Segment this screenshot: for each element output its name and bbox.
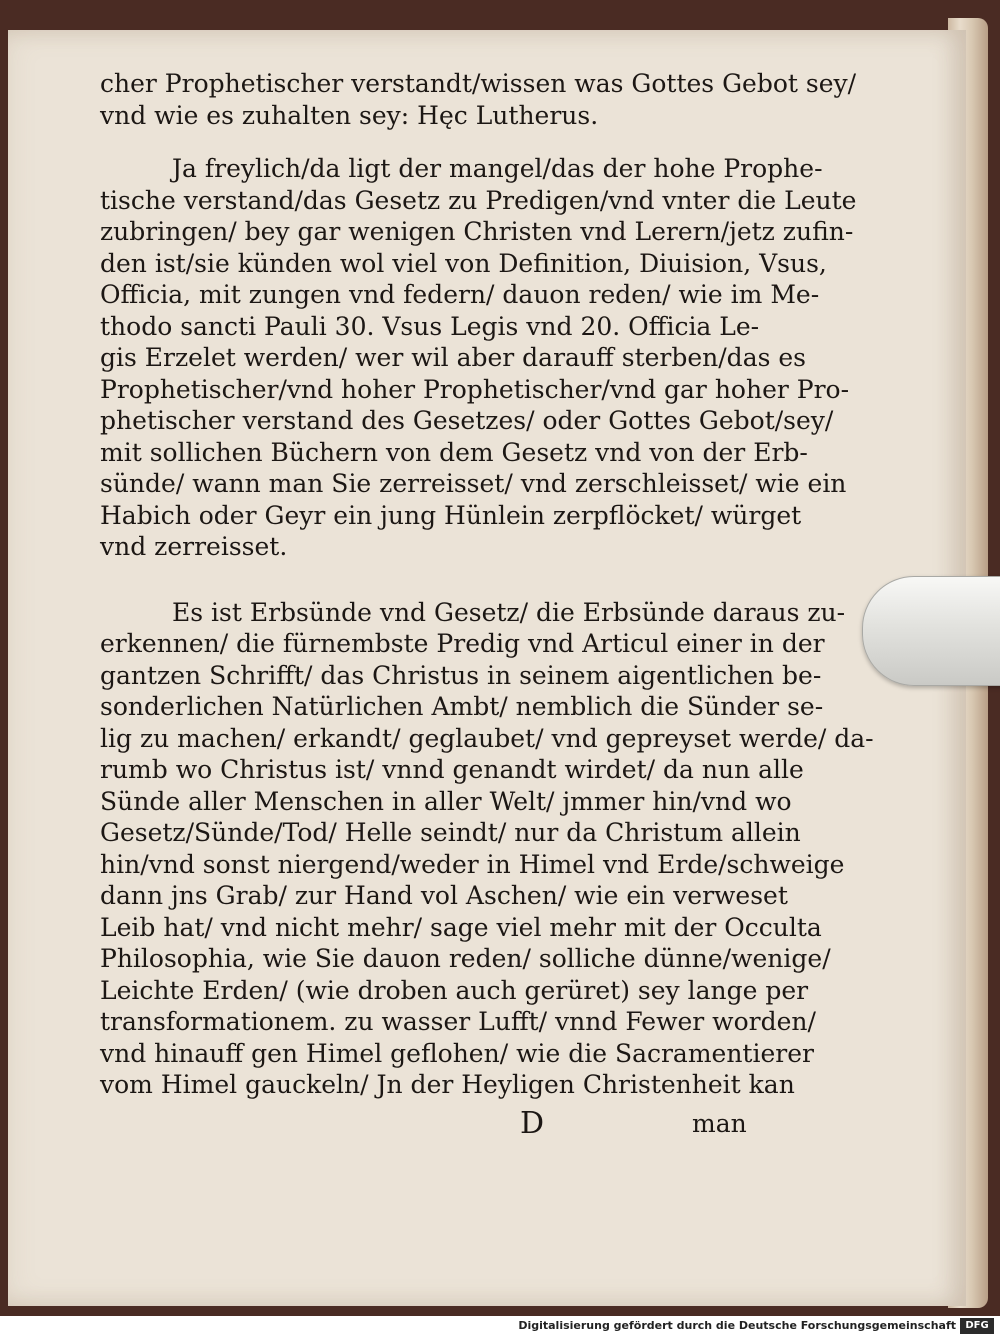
dfg-logo: DFG	[960, 1318, 994, 1334]
catchword: man	[692, 1109, 747, 1138]
text-line: vnd hinauff gen Himel geflohen/ wie die Sacramentierer	[100, 1038, 814, 1068]
text-line: transformationem. zu wasser Lufft/ vnnd Fewer worden/	[100, 1007, 816, 1036]
text-line: thodo sancti Pauli 30. Vsus Legis vnd 20. Officia Le-	[100, 311, 760, 341]
text-line: tische verstand/das Gesetz zu Predigen/vnd vnter die Leute	[100, 185, 857, 215]
text-line: Leib hat/ vnd nicht mehr/ sage viel mehr mit der Occulta	[100, 912, 822, 942]
text-line: vnd zerreisset.	[100, 532, 288, 561]
text-line: vnd wie es zuhalten sey: Hęc Lutherus.	[100, 100, 599, 130]
text-line: Gesetz/Sünde/Tod/ Helle seindt/ nur da Christum allein	[100, 818, 801, 847]
page-clip	[862, 576, 1000, 686]
text-line: Philosophia, wie Sie dauon reden/ solliche dünne/wenige/	[100, 944, 831, 973]
text-line: cher Prophetischer verstandt/wissen was Gottes Gebot sey/	[100, 69, 857, 98]
top-lines	[100, 68, 857, 131]
text-line: Prophetischer/vnd hoher Prophetischer/vnd gar hoher Pro-	[100, 374, 850, 404]
text-line: sünde/ wann man Sie zerreisset/ vnd zerschleisset/ wie ein	[100, 469, 847, 498]
text-line: Officia, mit zungen vnd federn/ dauon reden/ wie im Me-	[100, 280, 820, 309]
paragraph-2	[100, 597, 874, 1101]
funding-credit: Digitalisierung gefördert durch die Deutsche Forschungsgemeinschaft	[518, 1319, 956, 1332]
signature-mark: D	[520, 1106, 545, 1141]
text-line: rumb wo Christus ist/ vnnd genandt wirdet/ da nun alle	[100, 755, 804, 784]
text-line: Es ist Erbsünde vnd Gesetz/ die Erbsünde daraus zu-	[172, 597, 846, 627]
text-line: den ist/sie künden wol viel von Definition, Diuision, Vsus,	[100, 248, 827, 278]
page-text	[100, 68, 874, 1101]
text-line: Sünde aller Menschen in aller Welt/ jmmer hin/vnd wo	[100, 786, 792, 816]
paragraph-1	[100, 153, 857, 563]
text-line: Ja freylich/da ligt der mangel/das der hohe Prophe-	[172, 154, 823, 183]
text-line: mit sollichen Büchern von dem Gesetz vnd von der Erb-	[100, 437, 808, 467]
text-line: gis Erzelet werden/ wer wil aber darauff sterben/das es	[100, 343, 806, 372]
text-line: phetischer verstand des Gesetzes/ oder Gottes Gebot/sey/	[100, 406, 834, 435]
text-line: Leichte Erden/ (wie droben auch gerüret) sey lange per	[100, 975, 809, 1005]
footer-bar	[0, 1316, 1000, 1337]
text-line: erkennen/ die fürnembste Predig vnd Articul einer in der	[100, 629, 825, 658]
text-line: vom Himel gauckeln/ Jn der Heyligen Christenheit kan	[100, 1070, 795, 1099]
text-line: gantzen Schrifft/ das Christus in seinem aigentlichen be-	[100, 660, 822, 690]
text-line: Habich oder Geyr ein jung Hünlein zerpflöcket/ würget	[100, 500, 802, 530]
text-line: zubringen/ bey gar wenigen Christen vnd Lerern/jetz zufin-	[100, 217, 854, 246]
text-line: hin/vnd sonst niergend/weder in Himel vnd Erde/schweige	[100, 849, 845, 879]
text-line: lig zu machen/ erkandt/ geglaubet/ vnd gepreyset werde/ da-	[100, 723, 874, 753]
text-line: dann jns Grab/ zur Hand vol Aschen/ wie ein verweset	[100, 881, 788, 910]
text-line: sonderlichen Natürlichen Ambt/ nemblich die Sünder se-	[100, 692, 824, 721]
